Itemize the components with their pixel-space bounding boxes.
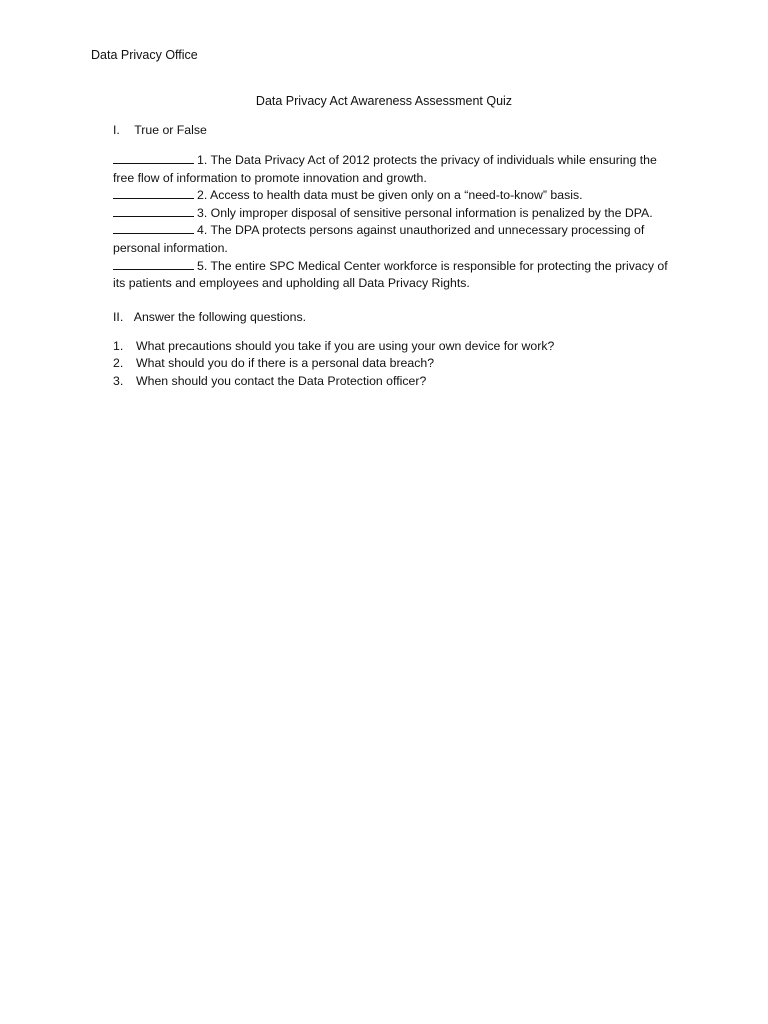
answer-blank[interactable]: [113, 205, 194, 217]
section-number: II.: [113, 310, 124, 324]
true-false-item: [113, 258, 673, 293]
section-heading-text: True or False: [134, 123, 207, 137]
question-text: When should you contact the Data Protection officer?: [136, 373, 427, 388]
question-item: [113, 338, 673, 355]
question-item: [113, 355, 673, 372]
question-text: What precautions should you take if you are using your own device for work?: [136, 339, 555, 353]
question-item: [113, 373, 673, 390]
true-false-list: [113, 152, 673, 293]
answer-blank[interactable]: [113, 152, 194, 164]
questions-list: [113, 338, 673, 390]
quiz-title: Data Privacy Act Awareness Assessment Quiz: [255, 94, 513, 108]
true-false-item: [113, 205, 673, 223]
true-false-item: [113, 152, 673, 187]
statement-text: 3. Only improper disposal of sensitive personal information is penalized by the DPA.: [197, 205, 653, 220]
statement-text: 4. The DPA protects persons against unauthorized and unnecessary processing of personal information.: [113, 223, 645, 255]
answer-blank[interactable]: [113, 258, 194, 270]
section-true-false-heading: [113, 123, 207, 137]
answer-blank[interactable]: [113, 222, 194, 234]
question-number: 3.: [113, 373, 124, 388]
section-number: I.: [113, 123, 120, 137]
section-heading-text: Answer the following questions.: [133, 310, 307, 324]
true-false-item: [113, 187, 673, 205]
statement-text: 2. Access to health data must be given only on a “need-to-know” basis.: [197, 188, 583, 203]
question-number: 2.: [113, 356, 124, 371]
section-questions-heading: [113, 310, 306, 324]
statement-text: 5. The entire SPC Medical Center workforce is responsible for protecting the privacy of its patients and employees and upholding all Data Privacy Rights.: [113, 258, 668, 291]
office-header: Data Privacy Office: [91, 48, 198, 62]
question-number: 1.: [113, 339, 124, 353]
statement-text: 1. The Data Privacy Act of 2012 protects the privacy of individuals while ensuring the free flow of information to promote innovation and growth.: [113, 153, 657, 185]
answer-blank[interactable]: [113, 187, 194, 199]
question-text: What should you do if there is a personal data breach?: [136, 356, 435, 371]
true-false-item: [113, 222, 673, 257]
